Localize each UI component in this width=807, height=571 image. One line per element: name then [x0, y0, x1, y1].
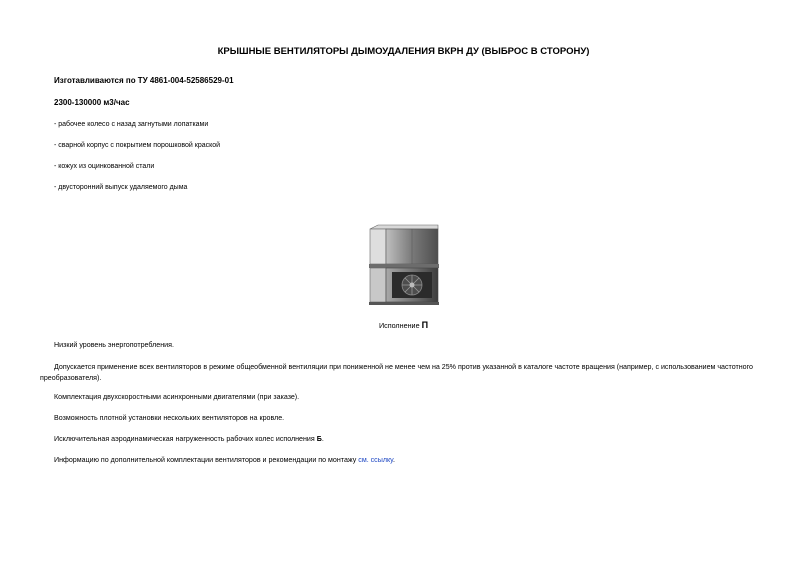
feature-item: - сварной корпус с покрытием порошковой краской — [54, 142, 221, 149]
figure-caption — [0, 320, 807, 330]
capacity-line: 2300-130000 м3/час — [54, 98, 130, 107]
note-aerodynamic — [54, 434, 324, 445]
aero-variant: Б — [316, 435, 322, 443]
info-text: Информацию по дополнительной комплектации вентиляторов и рекомендации по монтажу — [54, 456, 357, 464]
aero-suffix: . — [321, 435, 324, 443]
see-link[interactable]: см. ссылку — [358, 456, 393, 464]
note-two-speed: Комплектация двухскоростными асинхронными двигателями (при заказе). — [54, 393, 300, 401]
info-suffix: . — [392, 456, 395, 464]
aero-text: Исключительная аэродинамическая нагруженность рабочих колес исполнения — [54, 435, 315, 443]
spec-line: Изготавливаются по ТУ 4861-004-52586529-01 — [54, 76, 234, 85]
fan-image — [366, 224, 440, 306]
feature-item: - двусторонний выпуск удаляемого дыма — [54, 184, 188, 191]
note-energy: Низкий уровень энергопотребления. — [54, 341, 174, 349]
caption-prefix: Исполнение — [378, 321, 420, 330]
caption-variant: П — [421, 320, 429, 330]
feature-item: - рабочее колесо с назад загнутыми лопатками — [54, 121, 209, 128]
note-dense-install: Возможность плотной установки нескольких вентиляторов на кровле. — [54, 414, 285, 422]
note-info — [54, 455, 395, 466]
page-title: КРЫШНЫЕ ВЕНТИЛЯТОРЫ ДЫМОУДАЛЕНИЯ ВКРН ДУ (ВЫБРОС В СТОРОНУ) — [217, 46, 590, 57]
note-general-ventilation: Допускается применение всех вентиляторов в режиме общеобменной вентиляции при пониженной не менее чем на 25% против указанной в каталоге частоте вращения (например, с использованием частотного преобразователя). — [40, 363, 753, 382]
feature-item: - кожух из оцинкованной стали — [54, 163, 155, 170]
